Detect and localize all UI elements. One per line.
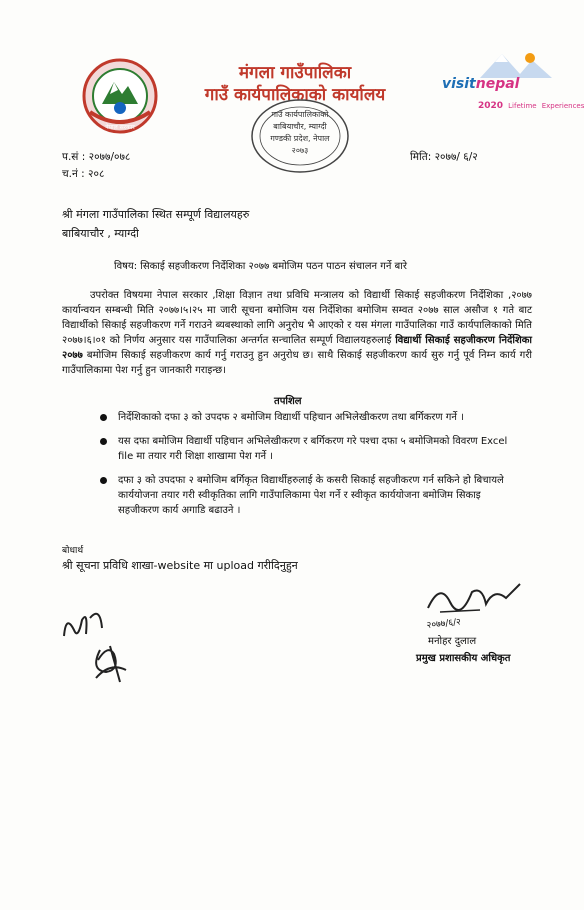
stamp-line-2: बाबियाचौर, म्याग्दी	[273, 122, 327, 131]
bullet-icon	[100, 414, 107, 421]
list-item	[100, 473, 520, 518]
bullet-icon	[100, 438, 107, 445]
cc-line: श्री सूचना प्रविधि शाखा-website मा upload गरीदिनुहुन	[62, 559, 298, 572]
instruction-list	[100, 410, 520, 527]
list-item-text: यस दफा बमोजिम विद्यार्थी पहिचान अभिलेखीकरण र बर्गिकरण गरे पश्चा दफा ५ बमोजिमको विवरण Excel file मा तयार गरी शिक्षा शाखामा पेश गर्ने ।	[118, 436, 508, 462]
signatory-name: मनोहर दुलाल	[428, 636, 477, 647]
office-stamp	[248, 96, 352, 176]
visit-year: 2020	[478, 101, 504, 111]
cc-heading: बोधार्थ	[62, 546, 84, 556]
signature	[420, 578, 530, 618]
visit-word: visit	[442, 76, 476, 92]
office-subtitle: गाउँ कार्यपालिकाको कार्यालय	[204, 85, 386, 105]
stamp-line-3: गण्डकी प्रदेश, नेपाल	[270, 134, 330, 143]
body-text-bold: विद्यार्थी सिकाई सहजीकरण निर्देशिका २०७७	[62, 335, 533, 361]
stamp-line-4: २०७३	[291, 146, 309, 155]
recipient-line: श्री मंगला गाउँपालिका स्थित सम्पूर्ण विद्यालयहरु	[62, 208, 250, 221]
signature-date: २०७७/६/२	[426, 617, 462, 631]
nepal-emblem	[80, 56, 160, 136]
body-text-2: बमोजिम सिकाई सहजीकरण कार्य गर्नु गराउनु हुन अनुरोध छ। साथै सिकाई सहजीकरण कार्य सुरु गर्नु पूर्व निम्न कार्य गरी गाउँपालिकामा पेश गर्नु हुन जानकारी गराइन्छ।	[62, 350, 532, 376]
visit-nepal-logo	[440, 48, 584, 111]
dispatch-number: च.नं : २०८	[62, 168, 105, 180]
body-paragraph	[62, 288, 532, 378]
subject-line: विषय: सिकाई सहजीकरण निर्देशिका २०७७ बमोजिम पठन पाठन संचालन गर्ने बारे	[114, 261, 407, 272]
list-item-text: दफा ३ को उपदफा २ बमोजिम बर्गिकृत विद्यार्थीहरुलाई के कसरी सिकाई सहजीकरण गर्न सकिने हो बिचायले कार्ययोजना तयार गरी स्वीकृतिका लागि गाउँपालिकामा पेश गर्ने र स्वीकृत कार्ययोजना बमोजिम सिकाइ सहजीकरण कार्य अगाडि बढाउने ।	[118, 475, 504, 516]
recipient-location: बाबियाचौर , म्याग्दी	[62, 227, 139, 240]
handwritten-initials	[60, 600, 140, 690]
stamp-line-1: गाउँ कार्यपालिकाको	[271, 110, 329, 119]
list-heading: तपशिल	[274, 396, 302, 407]
visit-tagline-2: Experiences	[541, 102, 584, 110]
nepal-word: nepal	[475, 76, 520, 92]
office-name: मंगला गाउँपालिका	[238, 63, 352, 83]
list-item	[100, 434, 520, 464]
list-item	[100, 410, 520, 425]
signatory-title: प्रमुख प्रशासकीय अधिकृत	[416, 653, 511, 664]
body-text-1: उपरोक्त विषयमा नेपाल सरकार ,शिक्षा विज्ञान तथा प्रविधि मन्त्रालय को विद्यार्थी सिकाई सहजीकरण निर्देशिका ,२०७७ कार्यान्वयन सम्बन्धी मिति २०७७।५।२५ मा जारी सूचना बमोजिम यस निर्देशिका बमोजिम सम्वत २०७७ साल असौज १ गते बाट विद्यार्थीको सिकाई सहजीकरण गर्ने गराउने ब्यबस्थाको लागि अनुरोध भै आएको र यस मंगला गाउँपालिका गाउँ कार्यपालिकाको मिति २०७७।६।०१ को निर्णय अनुसार यस गाउँपालिका अन्तर्गत सन्चालित सम्पूर्ण विद्यालयहरुलाई	[62, 290, 532, 346]
bullet-icon	[100, 477, 107, 484]
letter-date: मिति: २०७७/ ६/२	[410, 151, 478, 163]
emblem-label: नेपाल सरकार	[105, 124, 135, 131]
visit-tagline-1: Lifetime	[508, 102, 537, 110]
list-item-text: निर्देशिकाको दफा ३ को उपदफ २ बमोजिम विद्यार्थी पहिचान अभिलेखीकरण तथा बर्गिकरण गर्ने ।	[118, 412, 464, 423]
ref-number: प.सं : २०७७/०७८	[62, 151, 131, 163]
